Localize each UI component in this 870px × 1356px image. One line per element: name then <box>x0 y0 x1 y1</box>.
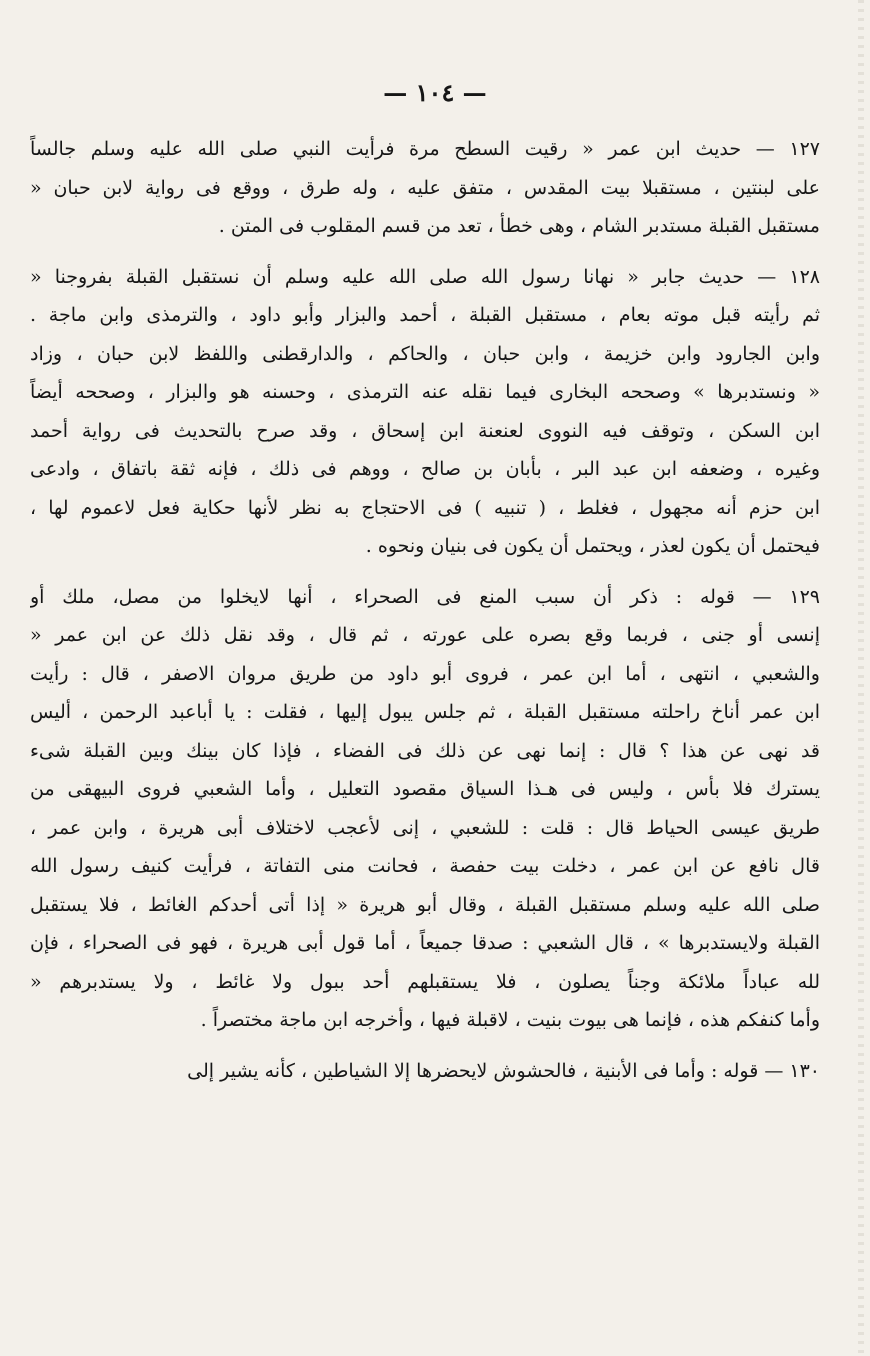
paragraph <box>30 130 820 246</box>
text-line: ابن السكن ، وتوقف فيه النووى لعنعنة ابن إسحاق ، وقد صرح بالتحديث فى رواية أحمد <box>30 419 820 442</box>
text-line: وابن الجارود وابن خزيمة ، وابن حبان ، والحاكم ، والدارقطنى واللفظ لابن حبان ، وزاد <box>30 342 820 365</box>
paragraph <box>30 578 820 1040</box>
paragraph <box>30 258 820 566</box>
text-line: مستقبل القبلة مستدبر الشام ، وهى خطأ ، تعد من قسم المقلوب فى المتن . <box>218 215 820 237</box>
text-line: يسترك فلا بأس ، وليس فى هـذا السياق مقصود التعليل ، وأما الشعبي فروى البيهقى من <box>30 778 820 800</box>
text-line: والشعبي ، انتهى ، أما ابن عمر ، فروى أبو داود من طريق مروان الاصفر ، قال : رأيت <box>30 662 820 685</box>
text-line: قال نافع عن ابن عمر ، دخلت بيت حفصة ، فحانت منى التفاتة ، فرأيت كنيف رسول الله <box>30 855 820 877</box>
text-line: وغيره ، وضعفه ابن عبد البر ، بأبان بن صالح ، ووهم فى ذلك ، فإنه ثقة باتفاق ، وادعى <box>30 458 820 480</box>
text-line: ابن حزم أنه مجهول ، فغلط ، ( تنبيه ) فى الاحتجاج به نظر لأنها حكاية فعل لاعموم لها ، <box>30 496 820 519</box>
text-line: لله عباداً ملائكة وجناً يصلون ، فلا يستقبلهم أحد ببول ولا غائط ، ولا يستدبرهم « <box>30 970 820 993</box>
body-text <box>30 130 820 1102</box>
text-line: قد نهى عن هذا ؟ قال : إنما نهى عن ذلك فى الفضاء ، فإذا كان بينك وبين القبلة شىء <box>30 739 820 762</box>
text-line: ١٢٧ — حديث ابن عمر « رقيت السطح مرة فرأيت النبي صلى الله عليه وسلم جالساً <box>30 138 820 160</box>
text-line: وأما كنفكم هذه ، فإنما هى بيوت بنيت ، لاقبلة فيها ، وأخرجه ابن ماجة مختصراً . <box>200 1009 820 1031</box>
text-line: ثم رأيته قبل موته بعام ، مستقبل القبلة ، أحمد والبزار وأبو داود ، والترمذى وابن ماجة . <box>30 304 820 326</box>
text-line: القبلة ولايستدبرها » ، قال الشعبي : صدقا جميعاً ، أما قول أبى هريرة ، فهو فى الصحراء ، فإن <box>30 932 820 954</box>
text-line: « ونستدبرها » وصححه البخارى فيما نقله عنه الترمذى ، وحسنه هو والبزار ، وصححه أيضاً <box>30 381 820 403</box>
text-line: ابن عمر أناخ راحلته مستقبل القبلة ، ثم جلس يبول إليها ، فقلت : يا أباعبد الرحمن ، أليس <box>30 701 820 723</box>
text-line: طريق عيسى الحياط قال : قلت : للشعبي ، إنى لأعجب لاختلاف أبى هريرة ، وابن عمر ، <box>30 816 820 839</box>
text-line: إنسى أو جنى ، فربما وقع بصره على عورته ، ثم قال ، وقد نقل ذلك عن ابن عمر « <box>30 624 820 646</box>
text-line: ١٢٨ — حديث جابر « نهانا رسول الله صلى الله عليه وسلم أن نستقبل القبلة بفروجنا « <box>30 265 820 288</box>
text-line: فيحتمل أن يكون لعذر ، ويحتمل أن يكون فى بنيان ونحوه . <box>365 535 820 557</box>
text-line: على لبنتين ، مستقبلا بيت المقدس ، متفق عليه ، وله طرق ، ووقع فى رواية لابن حبان « <box>30 176 820 199</box>
scan-edge-noise <box>858 0 864 1356</box>
page-number: — ١٠٤ — <box>383 78 487 107</box>
text-line: صلى الله عليه وسلم مستقبل القبلة ، وقال أبو هريرة « إذا أتى أحدكم الغائط ، فلا يستقبل <box>30 893 820 916</box>
text-line: ١٣٠ — قوله : وأما فى الأبنية ، فالحشوش لايحضرها إلا الشياطين ، كأنه يشير إلى <box>187 1059 820 1082</box>
paragraph <box>30 1052 820 1091</box>
text-line: ١٢٩ — قوله : ذكر أن سبب المنع فى الصحراء ، أنها لايخلوا من مصل، ملك أو <box>30 585 820 608</box>
